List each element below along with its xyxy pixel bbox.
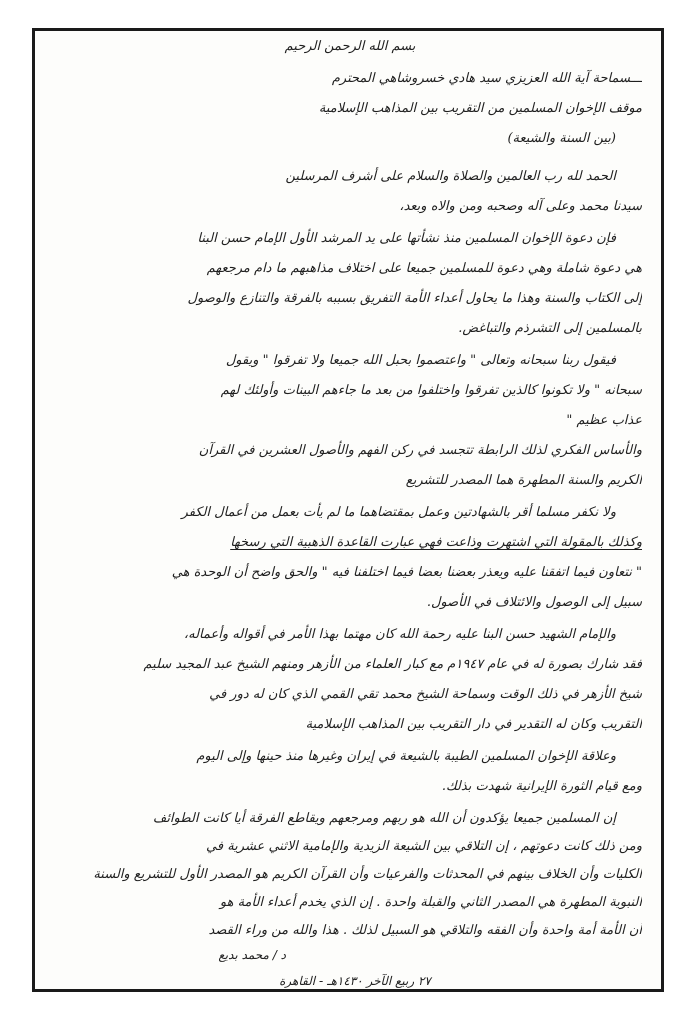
signature: د / محمد بديع [218, 948, 286, 962]
letter-body-line: " نتعاون فيما اتفقنا عليه ويعذر بعضنا بعضا فيما اختلفنا فيه " والحق واضح أن الوحدة هي [171, 565, 642, 580]
letter-body-line: النبوية المطهرة هي المصدر الثاني والقبلة واحدة . إن الذي يخدم أعداء الأمة هو [219, 895, 642, 910]
letter-body-line: والأساس الفكري لذلك الرابطة تتجسد في ركن الفهم والأصول العشرين في القرآن [198, 443, 642, 458]
letter-body-line: فيقول ربنا سبحانه وتعالى " واعتصموا بحبل الله جميعا ولا تفرقوا " ويقول [225, 353, 616, 368]
letter-addressee: ـــسماحة آية الله العزيزي سيد هادي خسروشاهي المحترم [331, 71, 642, 86]
letter-body-line: إلى الكتاب والسنة وهذا ما يحاول أعداء الأمة التفريق بسببه بالفرقة والتنازع والوصول [187, 291, 642, 306]
letter-body-line: سيدنا محمد وعلى آله وصحبه ومن والاه وبعد، [399, 199, 642, 214]
letter-body-line: إن المسلمين جميعا يؤكدون أن الله هو ربهم ومرجعهم ويقاطع الفرقة أيا كانت الطوائف [152, 811, 616, 826]
letter-body-line: وكذلك بالمقولة التي اشتهرت وذاعت فهي عبارت القاعدة الذهبية التي رسخها [230, 535, 642, 550]
letter-body-line: ومع قيام الثورة الإيرانية شهدت بذلك. [441, 779, 642, 794]
letter-body-line: فإن دعوة الإخوان المسلمين منذ نشأتها على يد المرشد الأول الإمام حسن البنا [197, 231, 616, 246]
letter-body-line: والإمام الشهيد حسن البنا عليه رحمة الله كان مهتما بهذا الأمر في أقواله وأعماله، [183, 627, 616, 642]
letter-body-line: الكليات وأن الخلاف بينهم في المحدثات والفرعيات وأن القرآن الكريم هو المصدر الأول للتشريع والسنة [93, 867, 642, 882]
letter-body-line: عذاب عظيم " [566, 413, 642, 428]
letter-date-place: ٢٧ ربيع الآخر ١٤٣٠هـ - القاهرة [279, 974, 431, 988]
letter-body-line: بالمسلمين إلى التشرذم والتباغض. [458, 321, 642, 336]
letter-body-line: التقريب وكان له التقدير في دار التقريب بين المذاهب الإسلامية [305, 717, 642, 732]
handwritten-letter [58, 34, 642, 969]
letter-body-line: شيخ الأزهر في ذلك الوقت وسماحة الشيخ محمد تقي القمي الذي كان له دور في [209, 687, 642, 702]
letter-subject: موقف الإخوان المسلمين من التقريب بين المذاهب الإسلامية [318, 101, 642, 116]
basmala: بسم الله الرحمن الرحيم [284, 39, 416, 54]
letter-subject-note: (بين السنة والشيعة) [507, 131, 616, 146]
letter-body-line: الحمد لله رب العالمين والصلاة والسلام على أشرف المرسلين [285, 169, 616, 184]
letter-body-line: وعلاقة الإخوان المسلمين الطيبة بالشيعة في إيران وغيرها منذ حينها وإلى اليوم [196, 749, 616, 764]
letter-body-line: سبحانه " ولا تكونوا كالذين تفرقوا واختلفوا من بعد ما جاءهم البينات وأولئك لهم [220, 383, 642, 398]
letter-body-line: أن الأمة أمة واحدة وأن الفقه والتلاقي هو السبيل لذلك . هذا والله من وراء القصد [208, 923, 642, 938]
letter-body-line: هي دعوة شاملة وهي دعوة للمسلمين جميعا على اختلاف مذاهبهم ما دام مرجعهم [206, 261, 642, 276]
letter-body-line: سبيل إلى الوصول والائتلاف في الأصول. [426, 595, 642, 610]
letter-body-line: فقد شارك بصورة له في عام ١٩٤٧م مع كبار العلماء من الأزهر ومنهم الشيخ عبد المجيد سليم [143, 657, 642, 672]
letter-body-line: الكريم والسنة المطهرة هما المصدر للتشريع [405, 473, 642, 488]
letter-body-line: ومن ذلك كانت دعوتهم ، إن التلاقي بين الشيعة الزيدية والإمامية الاثني عشرية في [206, 839, 642, 854]
letter-body-line: ولا نكفر مسلما أقر بالشهادتين وعمل بمقتضاهما ما لم يأت بعمل من أعمال الكفر [181, 505, 616, 520]
